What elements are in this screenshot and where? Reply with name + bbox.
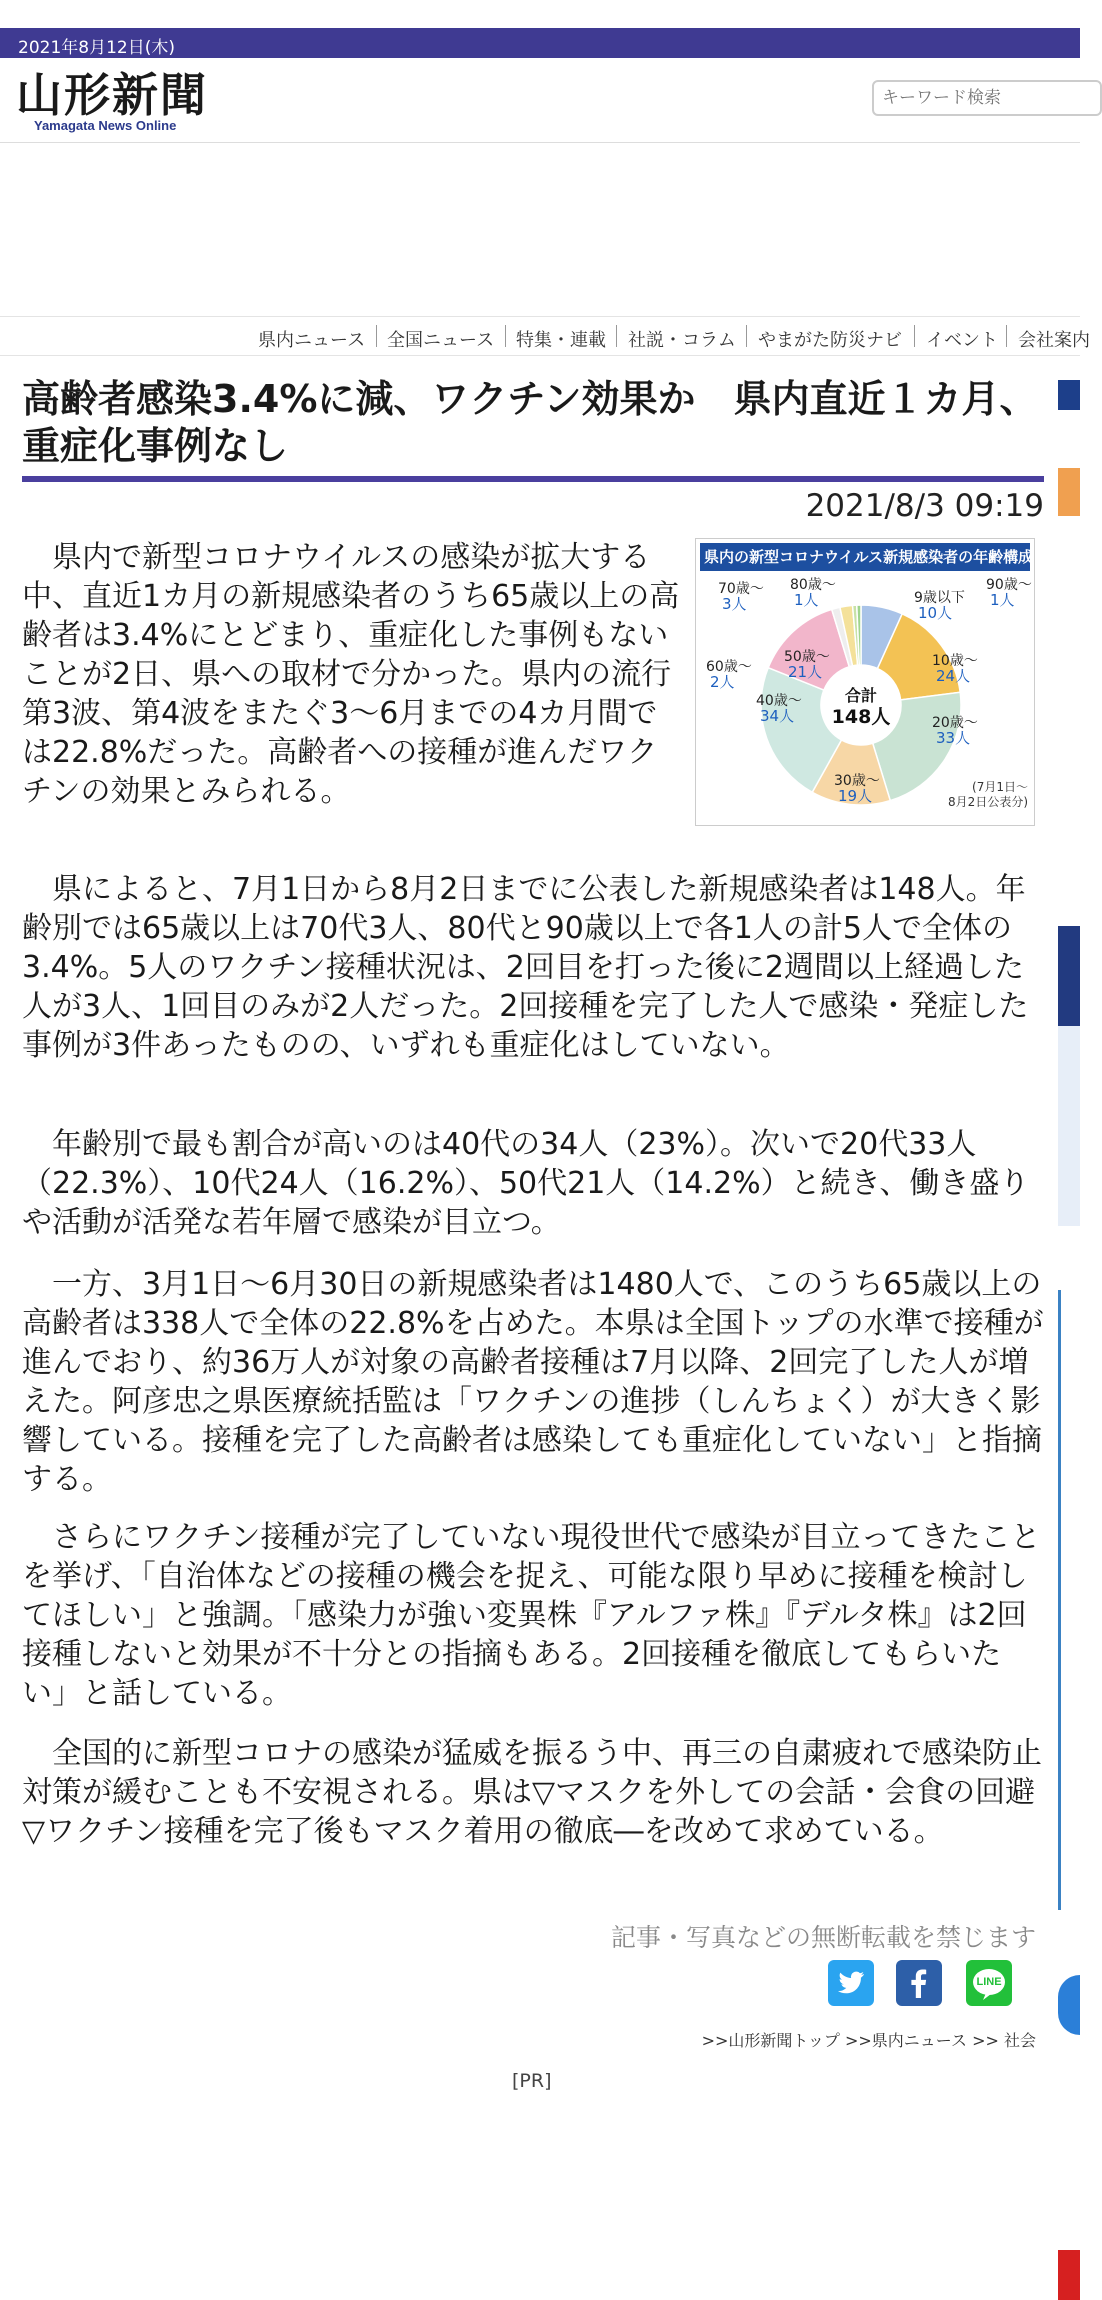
date-bar	[0, 28, 1080, 58]
article-paragraph: 一方、3月1日～6月30日の新規感染者は1480人で、このうち65歳以上の高齢者は338人で全体の22.8%を占めた。本県は全国トップの水準で接種が進んでおり、約36万人が対象の高齢者接種は7月以降、2回完了した人が増えた。阿彦忠之県医療統括監は「ワクチンの進捗（しんちょく）が大きく影響している。接種を完了した高齢者は感染しても重症化していない」と指摘する。	[22, 1267, 1044, 1497]
pie-value-label: 34人	[760, 707, 795, 725]
nav-separator	[746, 325, 747, 347]
facebook-share-button[interactable]	[896, 1960, 942, 2006]
ad-banner-area	[0, 143, 1080, 315]
pie-value-label: 3人	[722, 595, 747, 613]
nav-separator	[505, 325, 506, 347]
sidebar-edge-banner[interactable]	[1058, 926, 1080, 1026]
pie-category-label: 50歳～	[784, 649, 830, 665]
site-logo-subtitle: Yamagata News Online	[34, 118, 177, 133]
sidebar-edge-banner[interactable]	[1058, 1026, 1080, 1226]
line-icon-text: LINE	[976, 1976, 1002, 1988]
pie-center-label: 148人	[831, 706, 891, 728]
nav-item-features[interactable]: 特集・連載	[516, 330, 606, 351]
pie-chart-svg	[696, 573, 1034, 825]
pie-category-label: 80歳～	[790, 577, 836, 593]
pie-value-label: 33人	[936, 729, 971, 747]
pie-category-label: 70歳～	[718, 581, 764, 597]
nav-item-company[interactable]: 会社案内	[1018, 330, 1090, 351]
sidebar-edge-icon[interactable]	[1058, 1975, 1080, 2035]
twitter-share-button[interactable]	[828, 1960, 874, 2006]
line-share-button[interactable]	[966, 1960, 1012, 2006]
site-header	[0, 58, 1080, 143]
pie-category-label: 30歳～	[834, 773, 880, 789]
age-distribution-chart	[695, 538, 1035, 826]
nav-separator	[616, 325, 617, 347]
pie-category-label: 90歳～	[986, 577, 1032, 593]
pie-value-label: 10人	[918, 604, 953, 622]
breadcrumb[interactable]: >>山形新聞トップ >>県内ニュース >> 社会	[701, 2031, 1036, 2050]
pie-value-label: 1人	[794, 591, 819, 609]
article-paragraph: 年齢別で最も割合が高いのは40代の34人（23%）。次いで20代33人（22.3%）、10代24人（16.2%）、50代21人（14.2%）と続き、働き盛りや活動が活発な若年層で感染が目立つ。	[22, 1127, 1030, 1240]
publish-date: 2021/8/3 09:19	[805, 488, 1044, 524]
article	[22, 376, 1044, 524]
pie-value-label: 1人	[990, 591, 1015, 609]
headline-divider	[22, 476, 1044, 482]
nav-separator	[376, 325, 377, 347]
sidebar-edge-panel	[1058, 1290, 1080, 1910]
sidebar-edge-banner[interactable]	[1058, 2250, 1080, 2300]
nav-item-events[interactable]: イベント	[926, 330, 998, 351]
current-date: 2021年8月12日(木)	[18, 38, 175, 58]
pie-center	[822, 666, 900, 744]
article-paragraph: 県内で新型コロナウイルスの感染が拡大する中、直近1カ月の新規感染者のうち65歳以上の高齢者は3.4%にとどまり、重症化した事例もないことが2日、県への取材で分かった。県内の流行第3波、第4波をまたぐ3～6月までの4カ月間では22.8%だった。高齢者への接種が進んだワクチンの効果とみられる。	[22, 540, 680, 809]
nav-item-national-news[interactable]: 全国ニュース	[387, 330, 495, 351]
article-headline: 高齢者感染3.4%に減、ワクチン効果か 県内直近１カ月、重症化事例なし	[22, 377, 1038, 468]
pie-center-label: 合計	[844, 686, 878, 705]
nav-item-disaster-navi[interactable]: やまがた防災ナビ	[758, 330, 902, 351]
pie-value-label: 2人	[710, 673, 735, 691]
copyright-notice: 記事・写真などの無断転載を禁じます	[610, 1923, 1036, 1952]
site-logo[interactable]: 山形新聞	[16, 68, 208, 122]
pie-value-label: 24人	[936, 667, 971, 685]
pie-category-label: 9歳以下	[914, 590, 965, 606]
pr-label: [PR]	[512, 2070, 552, 2092]
nav-separator	[914, 325, 915, 347]
chart-note: 8月2日公表分)	[948, 795, 1028, 809]
article-paragraph: さらにワクチン接種が完了していない現役世代で感染が目立ってきたことを挙げ、「自治体などの接種の機会を捉え、可能な限り早めに接種を検討してほしい」と強調。「感染力が強い変異株『アルファ株』『デルタ株』は2回接種しないと効果が不十分との指摘もある。2回接種を徹底してもらいたい」と話している。	[22, 1520, 1041, 1711]
pie-value-label: 19人	[838, 787, 873, 805]
nav-separator	[1006, 325, 1007, 347]
chart-note: (7月1日～	[972, 780, 1028, 794]
pie-category-label: 40歳～	[756, 693, 802, 709]
article-paragraph: 全国的に新型コロナの感染が猛威を振るう中、再三の自粛疲れで感染防止対策が緩むことも不安視される。県は▽マスクを外しての会話・会食の回避▽ワクチン接種を完了後もマスク着用の徹底―を改めて求めている。	[22, 1736, 1042, 1849]
pie-category-label: 10歳～	[932, 653, 978, 669]
nav-item-editorials[interactable]: 社説・コラム	[628, 330, 736, 351]
pie-category-label: 20歳～	[932, 715, 978, 731]
main-nav	[0, 316, 1090, 356]
sidebar-edge-banner[interactable]	[1058, 380, 1080, 410]
pie-value-label: 21人	[788, 663, 823, 681]
twitter-icon	[828, 1960, 874, 2006]
search-input[interactable]	[872, 80, 1102, 116]
pie-category-label: 60歳～	[706, 659, 752, 675]
chart-title: 県内の新型コロナウイルス新規感染者の年齢構成	[700, 543, 1030, 571]
article-paragraph: 県によると、7月1日から8月2日までに公表した新規感染者は148人。年齢別では65歳以上は70代3人、80代と90歳以上で各1人の計5人で全体の3.4%。5人のワクチン接種状況は、2回目を打った後に2週間以上経過した人が3人、1回目のみが2人だった。2回接種を完了した人で感染・発症した事例が3件あったものの、いずれも重症化はしていない。	[22, 872, 1029, 1063]
nav-item-local-news[interactable]: 県内ニュース	[258, 330, 366, 351]
facebook-icon	[896, 1960, 942, 2006]
sidebar-edge-banner[interactable]	[1058, 468, 1080, 516]
